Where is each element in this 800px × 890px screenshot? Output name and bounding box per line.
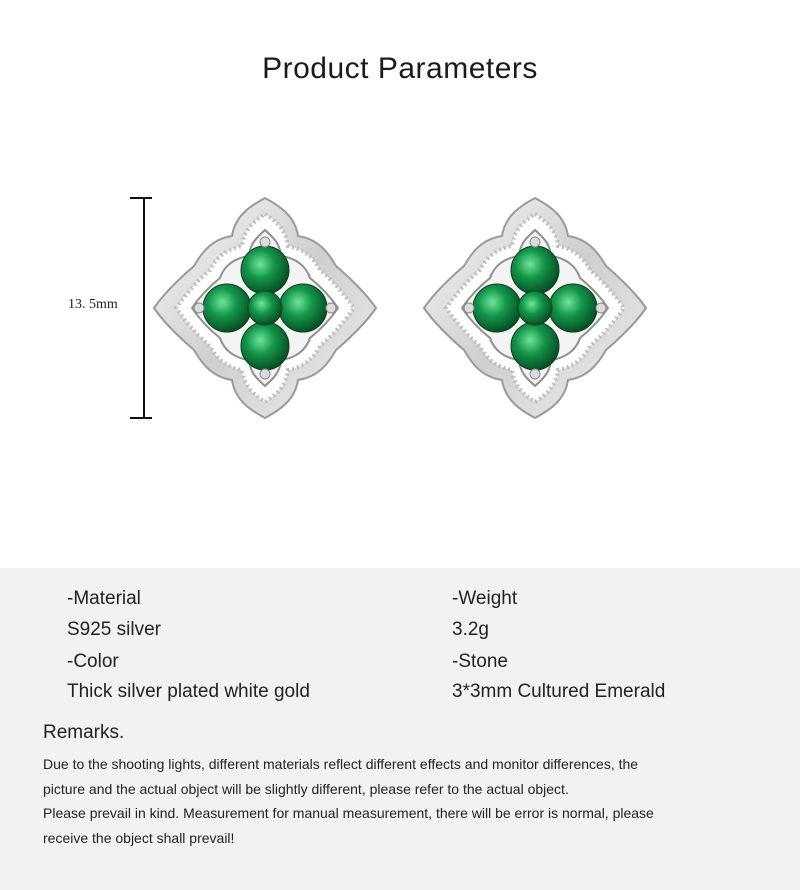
page-title: Product Parameters [262, 52, 538, 85]
material-value: S925 silver [67, 619, 161, 640]
earring-right [420, 196, 650, 420]
remarks-line: Due to the shooting lights, different materials reflect different effects and monitor differences, the [43, 756, 639, 772]
weight-value: 3.2g [452, 619, 489, 640]
stone-value: 3*3mm Cultured Emerald [452, 681, 666, 702]
remarks-text [43, 752, 763, 850]
stone-label: -Stone [452, 651, 508, 672]
remarks-title: Remarks. [43, 722, 125, 743]
color-label: -Color [67, 651, 119, 672]
material-label: -Material [67, 588, 141, 609]
color-value: Thick silver plated white gold [67, 681, 310, 702]
dimension-label: 13. 5mm [68, 297, 118, 312]
parameters-panel [0, 568, 800, 890]
earring-left [150, 196, 380, 420]
weight-label: -Weight [452, 588, 518, 609]
remarks-line: Please prevail in kind. Measurement for manual measurement, there will be error is normal, please [43, 805, 654, 821]
remarks-line: picture and the actual object will be slightly different, please refer to the actual object. [43, 780, 569, 797]
remarks-line: receive the object shall prevail! [43, 829, 235, 846]
product-image [0, 180, 800, 440]
